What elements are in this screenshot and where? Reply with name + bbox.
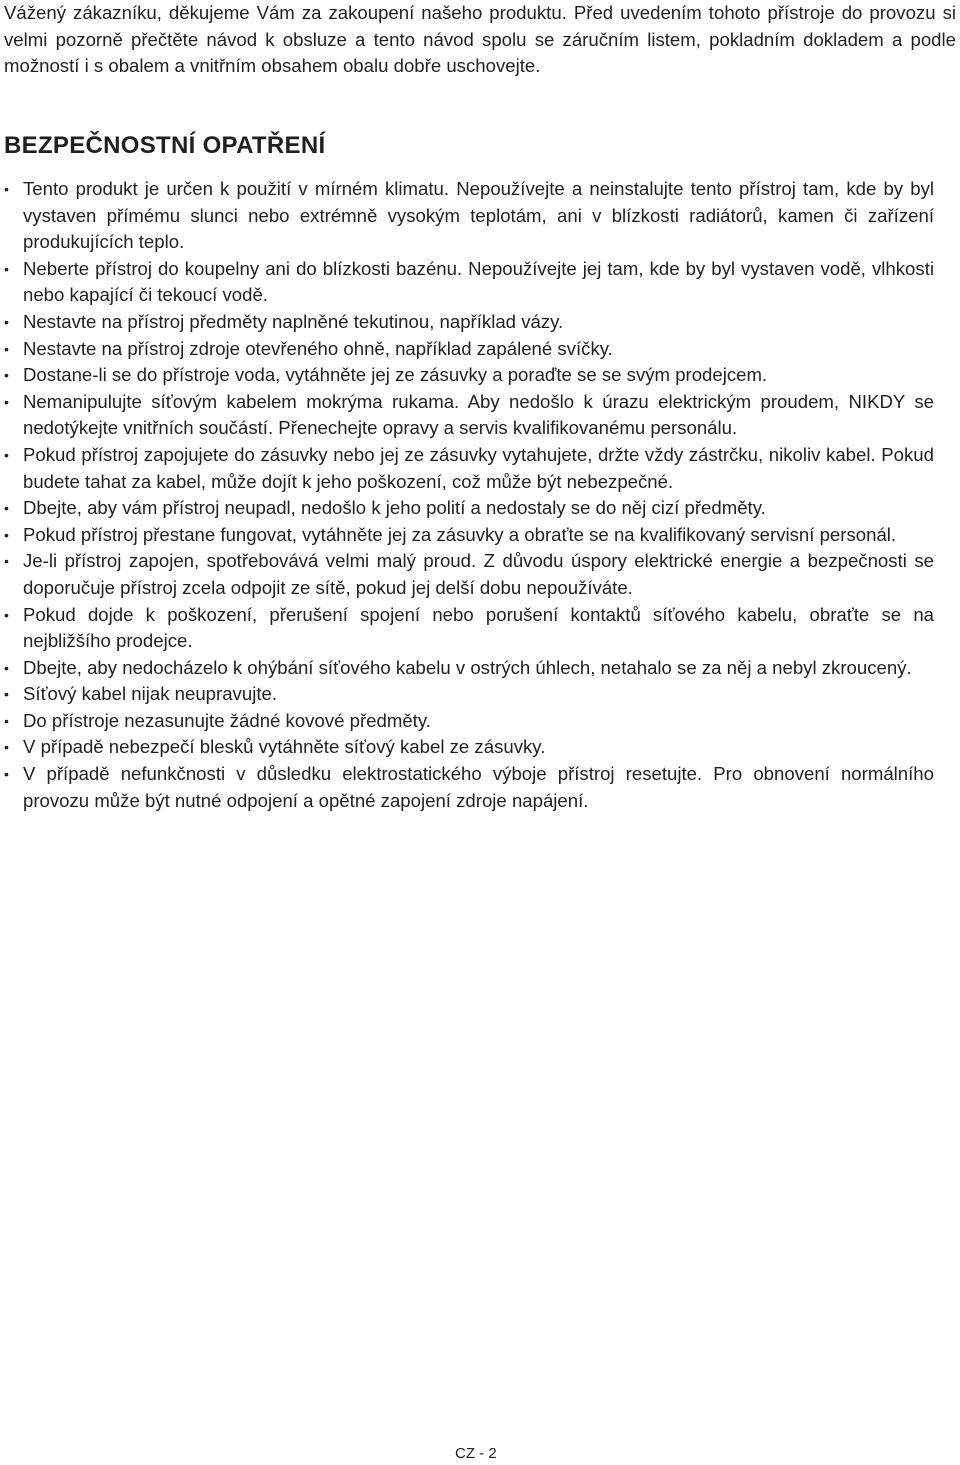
list-item-text: Do přístroje nezasunujte žádné kovové předměty. bbox=[23, 709, 431, 731]
list-item-text: V případě nefunkčnosti v důsledku elektrostatického výboje přístroj resetujte. Pro obnovení normálního provozu může být nutné odpojení a opětné zapojení zdroje napájení. bbox=[23, 763, 934, 811]
section-heading: BEZPEČNOSTNÍ OPATŘENÍ bbox=[4, 132, 326, 159]
list-item bbox=[4, 336, 934, 363]
list-item-text: Dbejte, aby nedocházelo k ohýbání síťového kabelu v ostrých úhlech, netahalo se za něj a nebyl zkroucený. bbox=[23, 656, 912, 678]
bullet-icon: • bbox=[4, 712, 9, 729]
bullet-icon: • bbox=[4, 766, 9, 783]
list-item bbox=[4, 681, 934, 708]
page-number: CZ - 2 bbox=[455, 1445, 497, 1462]
list-item-text: Pokud přístroj zapojujete do zásuvky nebo jej ze zásuvky vytahujete, držte vždy zástrčku, nikoliv kabel. Pokud budete tahat za kabel, může dojít k jeho poškození, což může být nebezpečné. bbox=[23, 443, 934, 492]
bullet-icon: • bbox=[4, 739, 9, 756]
bullet-icon: • bbox=[4, 393, 9, 410]
bullet-icon: • bbox=[4, 181, 9, 197]
list-item bbox=[4, 389, 934, 442]
list-item-text: Je-li přístroj zapojen, spotřebovává velmi malý proud. Z důvodu úspory elektrické energie a bezpečnosti se doporučuje přístroj zcela odpojit ze sítě, pokud jej delší dobu nepoužíváte. bbox=[23, 550, 934, 598]
list-item-text: Nestavte na přístroj předměty naplněné tekutinou, například vázy. bbox=[23, 310, 564, 332]
list-item bbox=[4, 176, 934, 256]
bullet-icon: • bbox=[4, 659, 9, 676]
bullet-icon: • bbox=[4, 313, 9, 330]
list-item bbox=[4, 256, 934, 309]
bullet-icon: • bbox=[4, 260, 9, 277]
bullet-icon: • bbox=[4, 446, 9, 463]
bullet-icon: • bbox=[4, 686, 9, 703]
list-item-text: Neberte přístroj do koupelny ani do blízkosti bazénu. Nepoužívejte jej tam, kde by byl vystaven vodě, vlhkosti nebo kapající či tekoucí vodě. bbox=[23, 257, 934, 306]
bullet-icon: • bbox=[4, 367, 9, 384]
list-item-text: Pokud přístroj přestane fungovat, vytáhněte jej za zásuvky a obraťte se na kvalifikovaný servisní personál. bbox=[23, 523, 897, 545]
bullet-icon: • bbox=[4, 526, 9, 543]
list-item bbox=[4, 761, 934, 814]
safety-list bbox=[4, 176, 934, 814]
list-item bbox=[4, 655, 934, 682]
list-item bbox=[4, 442, 934, 495]
list-item-text: Dostane-li se do přístroje voda, vytáhněte jej ze zásuvky a poraďte se se svým prodejcem. bbox=[23, 364, 768, 386]
list-item bbox=[4, 548, 934, 601]
list-item bbox=[4, 495, 934, 522]
bullet-icon: • bbox=[4, 606, 9, 623]
list-item-text: Dbejte, aby vám přístroj neupadl, nedošlo k jeho polití a nedostaly se do něj cizí předměty. bbox=[23, 497, 766, 519]
list-item bbox=[4, 602, 934, 655]
intro-paragraph: Vážený zákazníku, děkujeme Vám za zakoupení našeho produktu. Před uvedením tohoto přístroje do provozu si velmi pozorně přečtěte návod k obsluze a tento návod spolu se záručním listem, pokladním dokladem a podle možností i s obalem a vnitřním obsahem obalu dobře uschovejte. bbox=[4, 2, 956, 77]
list-item-text: V případě nebezpečí blesků vytáhněte síťový kabel ze zásuvky. bbox=[23, 736, 546, 758]
list-item bbox=[4, 734, 934, 761]
list-item-text: Tento produkt je určen k použití v mírném klimatu. Nepoužívejte a neinstalujte tento přístroj tam, kde by byl vystaven přímému slunci nebo extrémně vysokým teplotám, ani v blízkosti radiátorů, kamen či zařízení produkujících teplo. bbox=[23, 178, 934, 253]
list-item bbox=[4, 362, 934, 389]
list-item-text: Pokud dojde k poškození, přerušení spojení nebo porušení kontaktů síťového kabelu, obraťte se na nejbližšího prodejce. bbox=[23, 603, 934, 652]
list-item-text: Nestavte na přístroj zdroje otevřeného ohně, například zapálené svíčky. bbox=[23, 337, 613, 359]
bullet-icon: • bbox=[4, 500, 9, 517]
bullet-icon: • bbox=[4, 553, 9, 570]
list-item bbox=[4, 708, 934, 735]
list-item-text: Nemanipulujte síťovým kabelem mokrýma rukama. Aby nedošlo k úrazu elektrickým proudem, NIKDY se nedotýkejte vnitřních součástí. Přenechejte opravy a servis kvalifikovanému personálu. bbox=[23, 390, 934, 439]
list-item bbox=[4, 309, 934, 336]
list-item bbox=[4, 522, 934, 549]
bullet-icon: • bbox=[4, 340, 9, 357]
list-item-text: Síťový kabel nijak neupravujte. bbox=[23, 683, 278, 705]
